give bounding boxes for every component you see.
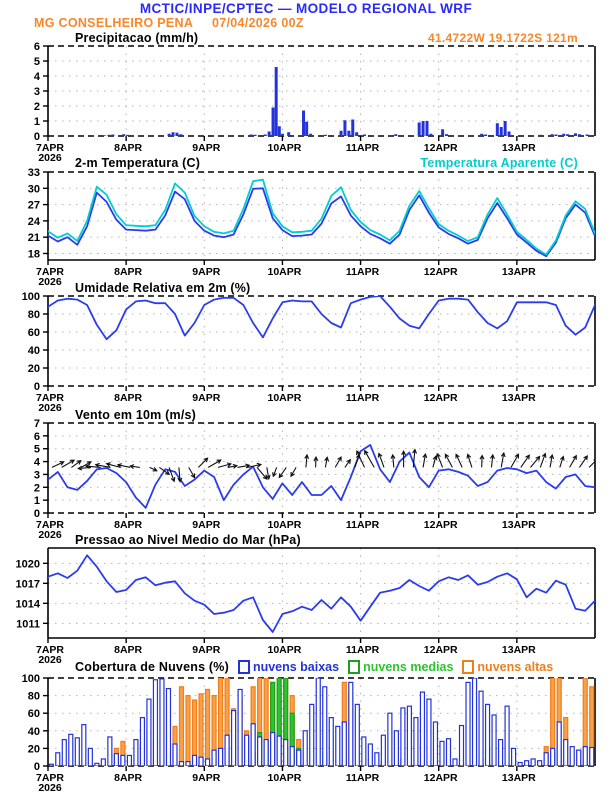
y-tick-label: 21 [27,232,40,245]
panel-clouds [22,673,595,792]
cloud-bar-nuvens-baixas [538,761,542,766]
cloud-bar-nuvens-baixas [381,735,385,766]
x-tick-label: 10APR [267,266,302,278]
cloud-bar-nuvens-baixas [323,687,327,766]
data-line [48,188,595,256]
x-tick-label: 12APR [423,772,458,784]
panel-title-precipitation: Precipitacao (mm/h) [75,31,199,45]
y-tick-label: 40 [27,725,40,738]
cloud-bar-nuvens-baixas [121,755,125,766]
y-tick-label: 4 [33,456,40,469]
precip-bar [566,134,569,136]
y-tick-label: 1011 [16,618,40,631]
x-tick-label: 13APR [501,266,536,278]
panel-temp [28,167,595,288]
panel-pressure [16,548,595,666]
cloud-bar-nuvens-baixas [271,733,275,766]
panel-precip [34,41,595,164]
station-coordinates: 41.4722W 19.1722S 121m [427,31,578,45]
cloud-bar-nuvens-baixas [368,744,372,766]
series-group [48,445,598,508]
precip-bar [562,134,565,136]
panel-wind [34,418,598,541]
precip-bar [324,135,327,136]
series-group [48,296,595,339]
cloud-bar-nuvens-baixas [134,740,138,766]
series-group [49,678,593,766]
precip-bar [278,126,281,136]
wind-arrow [273,467,277,476]
precip-bar [425,121,428,136]
cloud-bar-nuvens-baixas [316,678,320,766]
legend-label-low-clouds: nuvens baixas [252,660,340,674]
y-tick-label: 1017 [15,578,40,591]
precip-bar [340,131,343,136]
cloud-bar-nuvens-baixas [551,748,555,766]
cloud-bar-nuvens-baixas [362,737,366,766]
precip-bar [551,134,554,136]
cloud-bar-nuvens-baixas [49,764,53,766]
cloud-bar-nuvens-baixas [492,715,496,766]
cloud-bar-nuvens-baixas [342,722,346,766]
cloud-bar-nuvens-baixas [420,692,424,766]
x-tick-label: 13APR [501,519,536,531]
wind-arrow [445,454,452,467]
precip-bar [268,132,271,137]
wind-arrow [189,467,195,477]
y-tick-label: 6 [33,41,40,53]
y-tick-label: 7 [33,418,40,430]
cloud-bar-nuvens-baixas [460,726,464,766]
x-tick-label: 12APR [423,392,458,404]
x-tick-label: 10APR [267,392,302,404]
cloud-bar-nuvens-baixas [258,737,262,766]
cloud-bar-nuvens-baixas [349,682,353,766]
y-tick-label: 1014 [15,598,40,611]
cloud-bar-nuvens-baixas [440,741,444,766]
y-tick-label: 24 [27,215,40,228]
cloud-bar-nuvens-baixas [147,699,151,766]
cloud-bar-nuvens-baixas [153,680,157,766]
precip-bar [343,120,346,136]
cloud-bar-nuvens-baixas [127,755,131,766]
y-tick-label: 1 [33,116,40,128]
cloud-bar-nuvens-baixas [297,750,301,766]
cloud-bar-nuvens-baixas [479,691,483,766]
wind-arrow [345,460,350,468]
x-tick-label: 8APR [114,266,143,278]
cloud-bar-nuvens-baixas [82,725,86,766]
precip-bar [586,135,589,137]
wind-arrow [266,467,270,478]
precip-bar [281,134,284,136]
wind-arrow [335,457,341,467]
cloud-bar-nuvens-baixas [557,722,561,766]
x-tick-label: 9APR [192,772,221,784]
x-tick-label: 9APR [192,519,221,531]
cloud-bar-nuvens-baixas [355,704,359,766]
wind-arrow [501,453,505,467]
cloud-bar-nuvens-baixas [427,699,431,766]
cloud-bar-nuvens-baixas [199,757,203,766]
x-tick-label: 10APR [267,772,302,784]
wind-arrow [198,458,207,467]
panel-title-humidity: Umidade Relativa em 2m (%) [75,281,251,295]
cloud-bar-nuvens-baixas [505,706,509,766]
y-tick-label: 4 [33,71,40,83]
y-tick-label: 100 [21,673,40,685]
wind-arrow [490,455,494,468]
data-line [48,180,595,255]
cloud-bar-nuvens-baixas [160,679,164,766]
y-tick-label: 0 [33,761,40,773]
x-tick-label: 7APR [35,519,65,531]
y-tick-label: 2 [33,101,40,113]
y-tick-label: 3 [33,86,40,98]
x-tick-label: 10APR [267,142,302,154]
series-group [48,555,595,632]
cloud-bar-nuvens-baixas [225,735,229,766]
wind-arrow [423,454,427,467]
precip-bar [504,121,507,136]
x-tick-label: 10APR [267,644,302,656]
cloud-bar-nuvens-baixas [62,740,66,766]
cloud-bar-nuvens-baixas [56,753,60,766]
x-tick-label: 8APR [114,644,143,656]
wind-arrow [511,454,519,467]
station-name: MG CONSELHEIRO PENA [34,16,194,30]
y-tick-label: 0 [33,381,40,393]
precip-bar [172,132,175,136]
legend-label-mid-clouds: nuvens medias [363,660,454,674]
precip-bar [103,135,106,136]
cloud-bar-nuvens-baixas [310,704,314,766]
cloud-bar-nuvens-baixas [446,739,450,766]
y-tick-label: 60 [27,327,40,339]
wind-arrow [169,467,175,481]
x-tick-label: 7APR [35,644,65,656]
panel-title-temperature: 2-m Temperatura (C) [75,156,201,170]
cloud-bar-nuvens-baixas [407,706,411,766]
wind-arrow [570,456,577,468]
precip-bar [168,134,171,136]
y-tick-label: 6 [33,430,40,443]
cloud-bar-nuvens-baixas [583,747,587,766]
cloud-bar-nuvens-baixas [336,726,340,766]
y-tick-label: 0 [33,131,40,143]
x-tick-label: 13APR [501,142,536,154]
cloud-bar-nuvens-baixas [466,682,470,766]
cloud-bar-nuvens-baixas [238,689,242,766]
x-year-label: 2026 [38,276,62,288]
cloud-bar-nuvens-baixas [414,718,418,766]
wind-arrow [456,454,462,467]
precip-bar [287,132,290,136]
x-tick-label: 12APR [423,142,458,154]
data-line [48,445,595,508]
run-datetime: 07/04/2026 00Z [212,16,304,30]
x-tick-label: 11APR [345,266,380,278]
y-tick-label: 5 [33,56,40,68]
y-tick-label: 100 [21,291,40,303]
precip-bar [500,127,503,136]
cloud-bar-nuvens-baixas [114,754,118,766]
x-year-label: 2026 [38,782,62,792]
x-tick-label: 11APR [345,772,380,784]
precip-bar [302,111,305,137]
x-tick-label: 12APR [423,519,458,531]
x-year-label: 2026 [38,402,62,414]
cloud-bar-nuvens-baixas [264,740,268,766]
wind-arrow [540,454,546,468]
cloud-bar-nuvens-altas [199,694,203,766]
precip-bar [363,135,366,137]
cloud-bar-nuvens-baixas [518,762,522,766]
precip-bar [539,135,542,136]
cloud-bar-nuvens-baixas [193,755,197,766]
precip-bar [275,67,278,136]
cloud-bar-nuvens-baixas [564,740,568,766]
y-tick-label: 33 [27,167,40,179]
x-tick-label: 9APR [192,142,221,154]
precip-bar [240,135,243,136]
precip-bar [305,122,308,136]
cloud-bar-nuvens-baixas [401,708,405,766]
x-tick-label: 8APR [114,392,143,404]
y-tick-label: 30 [27,183,40,196]
x-tick-label: 12APR [423,266,458,278]
cloud-bar-nuvens-baixas [473,678,477,766]
wind-arrow [325,457,329,467]
x-tick-label: 11APR [345,392,380,404]
cloud-bar-nuvens-baixas [433,722,437,766]
x-tick-label: 12APR [423,644,458,656]
precip-bar [175,133,178,136]
cloud-bar-nuvens-baixas [69,734,73,766]
cloud-bar-nuvens-baixas [525,761,529,766]
cloud-bar-nuvens-baixas [173,744,177,766]
cloud-bar-nuvens-baixas [206,759,210,766]
y-tick-label: 80 [27,309,40,321]
y-tick-label: 0 [33,508,40,520]
x-year-label: 2026 [38,654,62,666]
legend-label-high-clouds: nuvens altas [477,660,554,674]
precip-bar [272,108,275,137]
x-tick-label: 7APR [35,142,65,154]
cloud-bar-nuvens-baixas [140,718,144,766]
panel-title-wind: Vento em 10m (m/s) [75,408,197,422]
panel-title-clouds: Cobertura de Nuvens (%) [75,660,229,674]
cloud-bar-nuvens-baixas [577,750,581,766]
cloud-bar-nuvens-baixas [88,748,92,766]
cloud-bar-nuvens-baixas [251,724,255,766]
x-year-label: 2026 [38,152,62,164]
wind-arrow [130,465,140,469]
wind-arrow [291,467,296,476]
cloud-bar-nuvens-baixas [394,731,398,766]
cloud-bar-nuvens-baixas [108,737,112,766]
y-tick-label: 40 [27,345,40,357]
precip-bar [264,135,267,137]
wind-arrow [118,464,130,468]
cloud-bar-nuvens-baixas [212,750,216,766]
wind-arrow [314,457,318,467]
precip-bar [484,135,487,137]
precip-bar [418,123,421,137]
precip-bar [496,123,499,136]
cloud-bar-nuvens-altas [206,689,210,766]
x-tick-label: 13APR [501,392,536,404]
precip-bar [355,132,358,136]
wind-arrows [52,450,598,482]
x-tick-label: 8APR [114,519,143,531]
y-tick-label: 3 [33,469,40,482]
precip-bar [480,134,483,136]
y-tick-label: 20 [27,363,40,375]
apparent-temperature-label: Temperatura Aparente (C) [420,156,578,170]
cloud-bar-nuvens-altas [186,696,190,766]
y-tick-label: 80 [27,690,40,703]
series-group [103,67,589,136]
y-tick-label: 20 [27,743,40,756]
x-tick-label: 13APR [501,772,536,784]
wind-arrow [52,462,64,468]
wind-arrow [521,455,530,467]
cloud-bar-nuvens-baixas [277,736,281,766]
x-tick-label: 11APR [345,644,380,656]
precip-bar [111,135,114,137]
x-tick-label: 11APR [345,142,380,154]
y-tick-label: 2 [33,482,40,495]
x-tick-label: 7APR [35,772,65,784]
precip-bar [445,134,448,136]
precip-bar [574,133,577,136]
cloud-bar-nuvens-baixas [486,704,490,766]
precip-bar [578,134,581,136]
x-tick-label: 7APR [35,392,65,404]
precip-bar [508,132,511,137]
precip-bar [126,135,129,136]
cloud-bar-nuvens-baixas [232,711,236,766]
x-tick-label: 7APR [35,266,65,278]
cloud-bar-nuvens-baixas [284,740,288,766]
cloud-bar-nuvens-baixas [75,738,79,766]
page-title: MCTIC/INPE/CPTEC — MODELO REGIONAL WRF [139,1,473,16]
cloud-bar-nuvens-baixas [186,762,190,766]
cloud-bar-nuvens-baixas [166,689,170,766]
cloud-bar-nuvens-baixas [179,762,183,766]
cloud-bar-nuvens-baixas [570,747,574,766]
panel-humidity [22,291,595,414]
wind-arrow [589,459,597,467]
precip-bar [429,134,432,136]
precip-bar [554,135,557,137]
precip-bar [422,121,425,136]
cloud-bar-nuvens-baixas [95,763,99,766]
cloud-bar-nuvens-baixas [329,718,333,766]
wind-arrow [437,454,443,468]
x-tick-label: 9APR [192,644,221,656]
cloud-bar-nuvens-baixas [290,747,294,766]
precip-bar [250,135,253,137]
x-tick-label: 9APR [192,392,221,404]
y-tick-label: 5 [33,443,40,456]
y-tick-label: 27 [27,199,40,212]
precip-bar [351,120,354,137]
precip-bar [122,134,125,136]
x-tick-label: 8APR [114,142,143,154]
series-group [48,180,595,257]
precip-bar [254,135,257,136]
precip-bar [179,134,182,136]
y-tick-label: 60 [27,708,40,721]
cloud-bar-nuvens-baixas [101,759,105,766]
cloud-bar-nuvens-baixas [219,748,223,766]
cloud-bar-nuvens-baixas [512,748,516,766]
x-tick-label: 11APR [345,519,380,531]
precip-bar [441,129,444,136]
precip-bar [347,131,350,136]
precip-bar [394,134,397,136]
cloud-bar-nuvens-baixas [531,759,535,766]
cloud-bar-nuvens-baixas [499,740,503,766]
x-tick-label: 8APR [114,772,143,784]
cloud-bar-nuvens-baixas [388,713,392,766]
y-tick-label: 1020 [15,558,40,571]
cloud-bar-nuvens-altas [179,687,183,766]
x-tick-label: 9APR [192,266,221,278]
data-line [48,296,595,339]
wind-arrow [150,467,157,471]
cloud-bar-nuvens-baixas [590,748,594,766]
x-tick-label: 13APR [501,644,536,656]
cloud-bar-nuvens-baixas [453,759,457,766]
cloud-bar-nuvens-baixas [375,753,379,766]
cloud-bar-nuvens-baixas [303,731,307,766]
wind-arrow [467,454,472,467]
x-year-label: 2026 [38,529,62,541]
y-tick-label: 18 [27,248,40,261]
precip-bar [107,135,110,136]
cloud-bar-nuvens-baixas [245,735,249,766]
x-tick-label: 10APR [267,519,302,531]
cloud-bar-nuvens-baixas [544,753,548,766]
wind-arrow [159,467,169,474]
y-tick-label: 1 [33,495,40,508]
precip-bar [309,134,312,136]
panel-title-pressure: Pressao ao Nivel Medio do Mar (hPa) [75,533,301,547]
data-line [48,555,595,632]
